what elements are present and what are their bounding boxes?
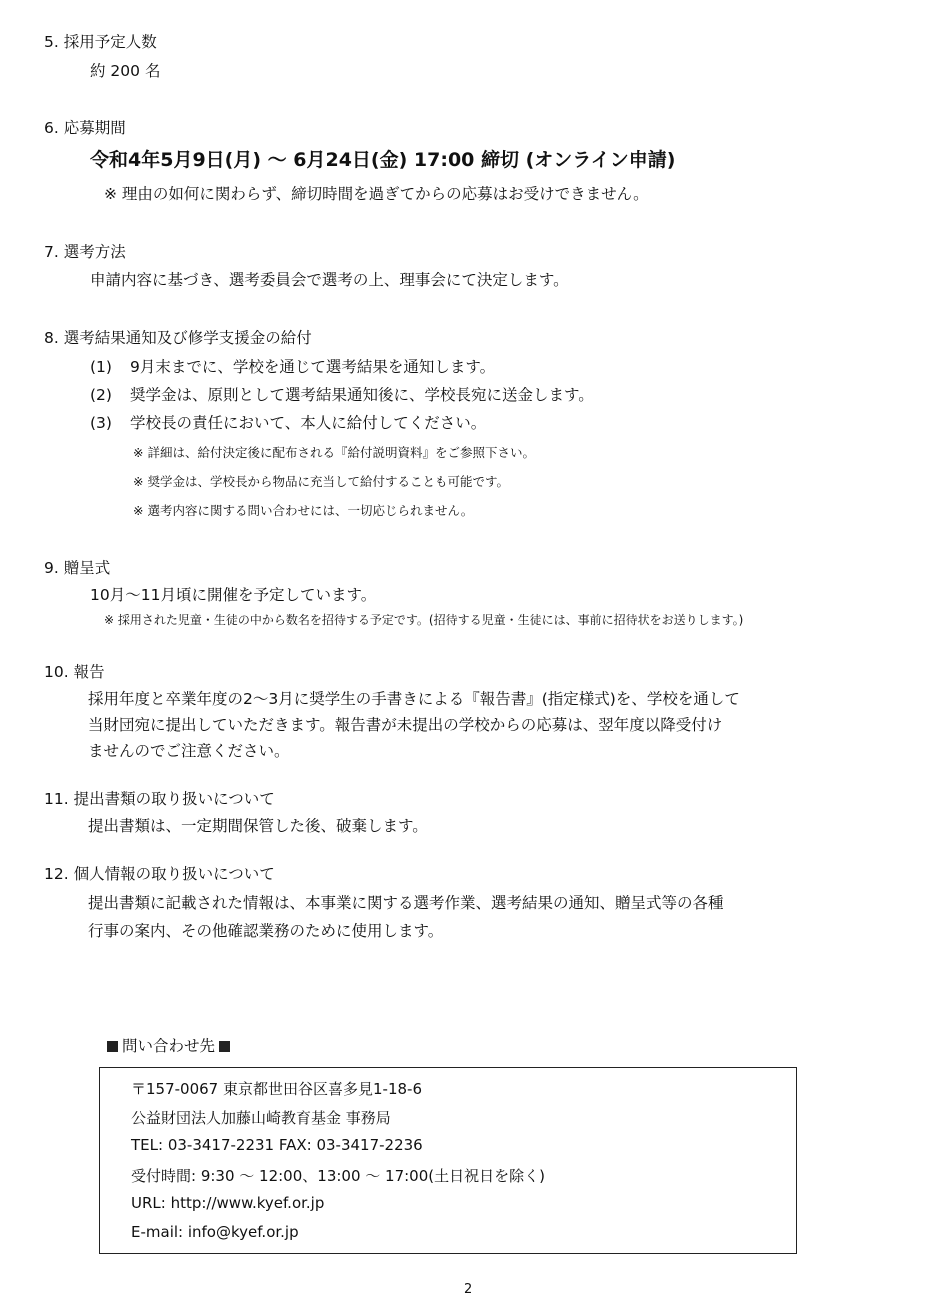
- section-12-heading: 12. 個人情報の取り扱いについて: [44, 865, 275, 883]
- list-item: [90, 411, 486, 433]
- list-item: [90, 383, 594, 405]
- section-7-heading: 7. 選考方法: [44, 243, 126, 261]
- section-7-body: 申請内容に基づき、選考委員会で選考の上、理事会にて決定します。: [90, 271, 569, 289]
- section-6-heading: 6. 応募期間: [44, 119, 126, 137]
- section-11-body: 提出書類は、一定期間保管した後、破棄します。: [88, 817, 428, 835]
- section-12-line: 提出書類に記載された情報は、本事業に関する選考作業、選考結果の通知、贈呈式等の各種: [88, 894, 724, 912]
- page-number: 2: [464, 1282, 473, 1297]
- list-item: [90, 355, 495, 377]
- section-8-note: ※ 選考内容に関する問い合わせには、一切応じられません。: [133, 503, 474, 518]
- section-10-line: 当財団宛に提出していただきます。報告書が未提出の学校からの応募は、翌年度以降受付け: [88, 716, 723, 734]
- square-bullet-icon: [107, 1041, 118, 1052]
- application-period-note: ※ 理由の如何に関わらず、締切時間を過ぎてからの応募はお受けできません。: [104, 185, 649, 203]
- list-item-number: (1): [90, 358, 112, 376]
- section-10-line: 採用年度と卒業年度の2～3月に奨学生の手書きによる『報告書』(指定様式)を、学校を通して: [88, 690, 740, 708]
- list-item-number: (2): [90, 386, 112, 404]
- section-5-heading: 5. 採用予定人数: [44, 33, 157, 51]
- section-8-note: ※ 詳細は、給付決定後に配布される『給付説明資料』をご参照下さい。: [133, 445, 535, 460]
- square-bullet-icon: [219, 1041, 230, 1052]
- section-10-line: ませんのでご注意ください。: [88, 742, 290, 760]
- section-8-note: ※ 奨学金は、学校長から物品に充当して給付することも可能です。: [133, 474, 509, 489]
- contact-hours: 受付時間: 9:30 ～ 12:00、13:00 ～ 17:00(土日祝日を除く): [131, 1167, 545, 1185]
- list-item-text: 9月末までに、学校を通じて選考結果を通知します。: [130, 358, 496, 376]
- application-period: 令和4年5月9日(月) ～ 6月24日(金) 17:00 締切 (オンライン申請): [90, 149, 676, 171]
- section-9-body: 10月～11月頃に開催を予定しています。: [90, 586, 377, 604]
- contact-phone-fax: TEL: 03-3417-2231 FAX: 03-3417-2236: [131, 1136, 423, 1154]
- section-9-note: ※ 採用された児童・生徒の中から数名を招待する予定です。(招待する児童・生徒には、事前に招待状をお送りします。): [104, 613, 744, 627]
- contact-email: E-mail: info@kyef.or.jp: [131, 1223, 299, 1241]
- section-11-heading: 11. 提出書類の取り扱いについて: [44, 790, 275, 808]
- list-item-text: 奨学金は、原則として選考結果通知後に、学校長宛に送金します。: [130, 386, 594, 404]
- contact-url: URL: http://www.kyef.or.jp: [131, 1194, 325, 1212]
- section-9-heading: 9. 贈呈式: [44, 559, 111, 577]
- section-8-heading: 8. 選考結果通知及び修学支援金の給付: [44, 329, 312, 347]
- contact-title: 問い合わせ先: [103, 1034, 234, 1056]
- list-item-text: 学校長の責任において、本人に給付してください。: [130, 414, 487, 432]
- section-5-body: 約 200 名: [90, 62, 161, 80]
- section-12-line: 行事の案内、その他確認業務のために使用します。: [88, 922, 444, 940]
- list-item-number: (3): [90, 414, 112, 432]
- contact-box: [99, 1067, 797, 1254]
- section-10-heading: 10. 報告: [44, 663, 105, 681]
- contact-organization: 公益財団法人加藤山崎教育基金 事務局: [131, 1109, 391, 1127]
- contact-postal-address: 〒157-0067 東京都世田谷区喜多見1-18-6: [131, 1080, 422, 1098]
